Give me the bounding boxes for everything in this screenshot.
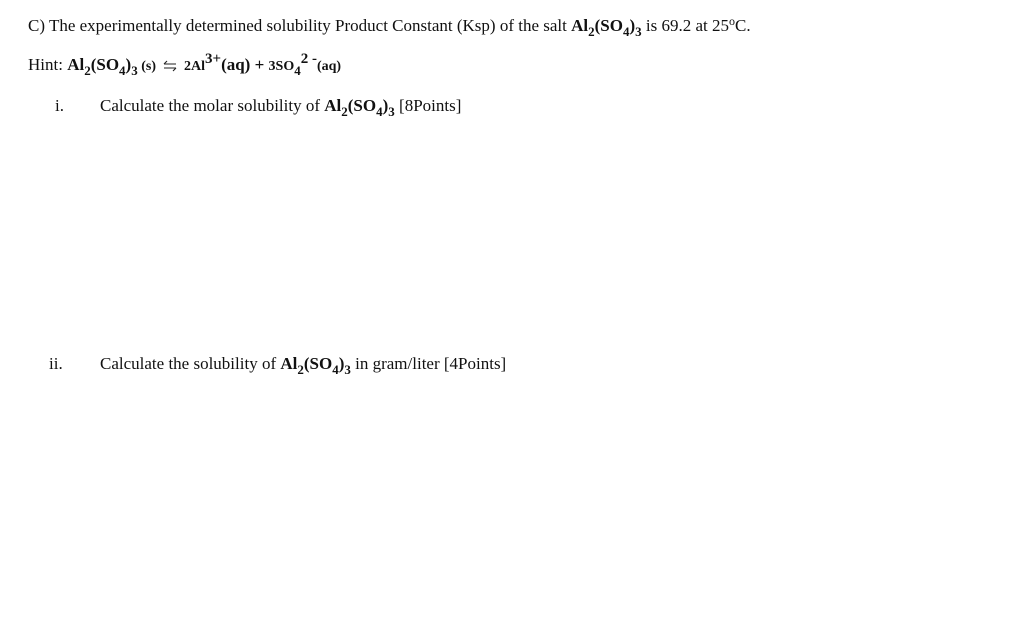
chemical-formula: $Al_2(SO_4)_3$ [324,96,395,119]
hint-plus: + [250,55,269,74]
part-i-points: [8Points] [394,96,462,115]
part-i-line [100,96,461,122]
part-number: ii. [49,354,63,373]
chemical-formula: $Al_2(SO_4)_3$ [280,354,351,377]
question-line [28,11,751,42]
equilibrium-arrow-icon [162,60,178,72]
chemical-formula: $Al_2(SO_4)_3$ [571,16,642,39]
question-value: is 69.2 at 25 [641,16,729,35]
part-number: i. [55,96,64,115]
hint-reactant: $Al_2(SO_4)_3$ (s) [67,55,156,78]
hint-product-aluminium: 2Al3+(aq) [184,51,251,74]
part-ii-line [100,354,506,380]
question-intro: C) The experimentally determined solubility Product Constant (Ksp) of the salt [28,16,572,35]
part-ii-points: in gram/liter [4Points] [350,354,507,373]
hint-label: Hint: [28,55,68,74]
part-ii-text: Calculate the solubility of [100,354,281,373]
question-unit: C. [735,16,751,35]
degree-symbol: o [729,14,735,28]
hint-product-sulfate: $3SO_42$ -(aq) [268,51,342,78]
hint-line [28,49,341,81]
part-i-text: Calculate the molar solubility of [100,96,325,115]
